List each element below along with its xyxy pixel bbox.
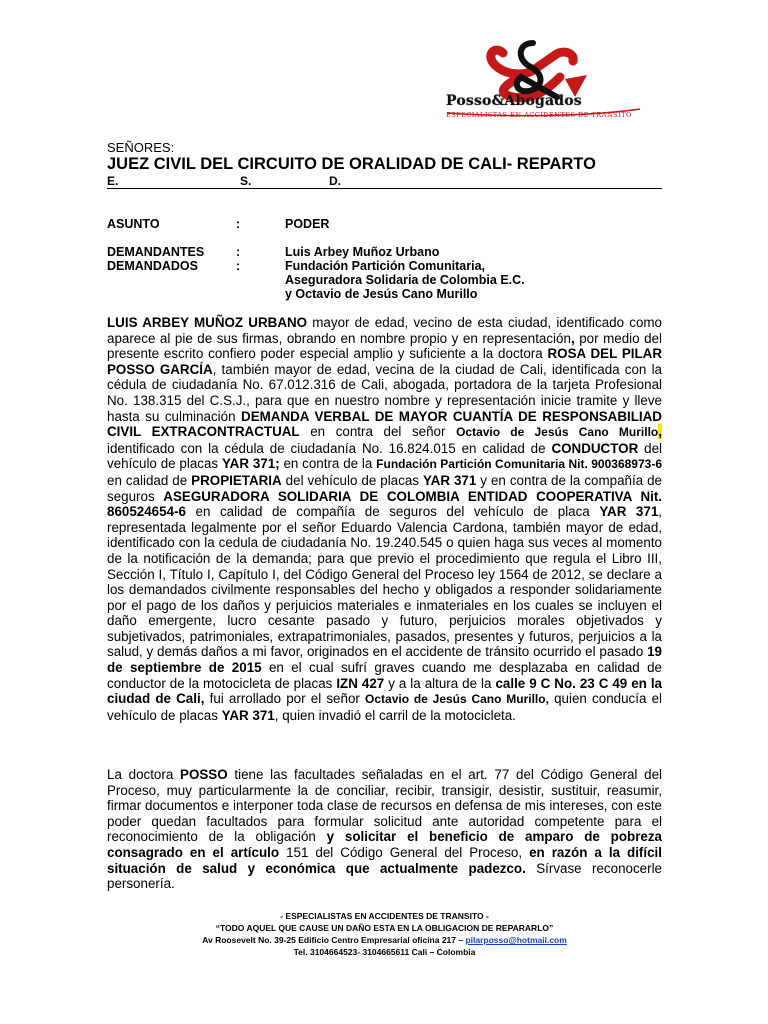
footer-phone: Tel. 3104664523- 3104665611 Cali – Colombia bbox=[293, 947, 476, 957]
defendant-name: Octavio de Jesús Cano Murillo bbox=[456, 425, 659, 440]
text: en el cual sufrí graves cuando me desplazaba en calidad de conductor de la motocicleta de placas bbox=[107, 660, 662, 691]
attorney-name: ROSA DEL PILAR POSSO GARCÍA bbox=[107, 346, 662, 377]
demandados-label: DEMANDADOS bbox=[107, 259, 198, 273]
text: en calidad de bbox=[107, 472, 192, 488]
text: CONDUCTOR bbox=[551, 440, 639, 456]
attorney-surname: POSSO bbox=[180, 767, 228, 782]
esd-s: S. bbox=[240, 174, 252, 188]
text: , representada legalmente por el señor Eduardo Valencia Cardona, también mayor de edad, identificado con la cedula de ciudadanía No. 19.240.545 o quien haga sus veces al momento de la notificación de la demanda; para que previo el procedimiento que regula el Libro III, Sección I, Título I, Capítulo I, del Código General del Proceso ley 1564 de 2012, se declare a los demandados civilmente responsables del hecho y obligados a responder solidariamente por el pago de los daños y perjuicios materiales e inmateriales en los cuales se incluyen el daño emergente, lucro cesante pasado y futuro, perjuicios morales objetivados y subjetivados, patrimoniales, extrapatrimoniales, pasados, presentes y futuros, perjuicios a la salud, y demás daños a mi favor, originados en el accidente de tránsito ocurrido el pasado bbox=[107, 504, 663, 660]
court-title: JUEZ CIVIL DEL CIRCUITO DE ORALIDAD DE CALI- REPARTO bbox=[107, 155, 596, 173]
text: del vehículo de placas bbox=[107, 440, 663, 472]
accident-location: calle 9 C No. 23 C 49 en la ciudad de Cali, bbox=[107, 675, 662, 707]
text: en razón a la difícil situación de salud y económica que actualmente padezco. bbox=[107, 844, 663, 876]
header-divider bbox=[107, 188, 662, 189]
text: , también mayor de edad, vecina de la ciudad de Cali, identificada con la cédula de ciudadanía No. 67.012.316 de Cali, abogada, portadora de la tarjeta Profesional No. 138.315 del C.S.J., para que en nuestro nombre y representación inicie tramite y lleve hasta su culminación bbox=[107, 361, 662, 424]
plate-number: YAR 371 bbox=[422, 472, 477, 488]
text: y solicitar el beneficio de amparo de pobreza consagrado en el artículo bbox=[107, 829, 662, 860]
footer-motto: “TODO AQUEL QUE CAUSE UN DAÑO ESTA EN LA OBLIGACION DE REPARARLO” bbox=[215, 923, 554, 933]
plate-number: YAR 371; bbox=[221, 456, 280, 472]
logo-tagline: ESPECIALISTAS EN ACCIDENTES DE TRANSITO bbox=[446, 111, 632, 119]
footer-specialty: - ESPECIALISTAS EN ACCIDENTES DE TRANSITO - bbox=[280, 911, 489, 921]
plate-number: YAR 371 bbox=[599, 504, 659, 520]
email-link[interactable]: pilarposso@hotmail.com bbox=[465, 935, 567, 945]
text: por medio del presente escrito confiero poder especial amplio y suficiente a la doctora bbox=[107, 330, 662, 362]
text: La doctora bbox=[107, 767, 181, 782]
text: 151 del Código General del Proceso, bbox=[279, 844, 530, 860]
logo-name: Posso&Abogados bbox=[446, 93, 582, 109]
text: y a la altura de la bbox=[384, 675, 496, 691]
text: quien conducía el vehículo de placas bbox=[107, 691, 662, 723]
esd-e: E. bbox=[107, 174, 119, 188]
footer-address bbox=[107, 934, 662, 947]
address-text: Av Roosevelt No. 39-25 Edificio Centro Empresarial oficina 217 – bbox=[202, 935, 466, 945]
plate-number: YAR 371 bbox=[221, 707, 275, 723]
grantor-name: LUIS ARBEY MUÑOZ URBANO bbox=[107, 315, 308, 330]
demandados-colon: : bbox=[236, 259, 241, 273]
asunto-label: ASUNTO bbox=[107, 217, 160, 231]
insurer-name: ASEGURADORA SOLIDARIA DE COLOMBIA ENTIDAD COOPERATIVA Nit. 860524654-6 bbox=[107, 488, 663, 520]
defendant-name: Octavio de Jesús Cano Murillo, bbox=[365, 692, 549, 707]
demandados-value-3: y Octavio de Jesús Cano Murillo bbox=[285, 287, 478, 301]
highlighted-comma: , bbox=[658, 424, 662, 440]
text: , quien invadió el carril de la motocicleta. bbox=[274, 707, 516, 723]
poder-paragraph-2 bbox=[107, 767, 662, 892]
esd-d: D. bbox=[329, 174, 341, 188]
asunto-colon: : bbox=[236, 217, 241, 231]
salutation: SEÑORES: bbox=[107, 140, 175, 155]
text: mayor de edad, vecino de esta ciudad, identificado como aparece al pie de sus firmas, obrando en nombre propio y en representación bbox=[107, 315, 663, 346]
text: Sírvase reconocerle personería. bbox=[107, 860, 662, 892]
text: PROPIETARIA bbox=[191, 472, 282, 488]
asunto-value: PODER bbox=[285, 217, 330, 231]
text: identificado con la cédula de ciudadanía No. 16.824.015 en calidad de bbox=[107, 440, 552, 456]
plate-number: IZN 427 bbox=[336, 675, 385, 691]
claim-type: DEMANDA VERBAL DE MAYOR CUANTÍA DE RESPONSABILIAD CIVIL EXTRACONTRACTUAL bbox=[107, 408, 662, 440]
text: en contra del señor bbox=[299, 424, 457, 440]
demandados-value-2: Aseguradora Solidaria de Colombia E.C. bbox=[285, 273, 525, 287]
text: , bbox=[570, 330, 575, 346]
text: en calidad de compañía de seguros del vehículo de placa bbox=[185, 504, 600, 520]
poder-paragraph-1 bbox=[107, 315, 662, 723]
text: y en contra de la compañía de seguros bbox=[107, 472, 663, 504]
foundation-name: Fundación Partición Comunitaria Nit. 900368973-6 bbox=[376, 457, 662, 472]
demandantes-value: Luis Arbey Muñoz Urbano bbox=[285, 245, 440, 259]
text: del vehículo de placas bbox=[281, 472, 423, 488]
accident-date: 19 de septiembre de 2015 bbox=[107, 644, 662, 676]
demandantes-label: DEMANDANTES bbox=[107, 245, 205, 259]
text: en contra de la bbox=[279, 456, 377, 472]
text: tiene las facultades señaladas en el art. 77 del Código General del Proceso, muy particularmente la de conciliar, recibir, transigir, desistir, sustituir, reasumir, firmar documentos e interponer toda clase de recursos en defensa de mis intereses, con este poder quedan facultados para formular solicitud ante autoridad competente para el reconocimiento de la obligación bbox=[107, 767, 662, 845]
demandantes-colon: : bbox=[236, 245, 241, 259]
demandados-value-1: Fundación Partición Comunitaria, bbox=[285, 259, 486, 273]
text: fui arrollado por el señor bbox=[204, 691, 366, 707]
